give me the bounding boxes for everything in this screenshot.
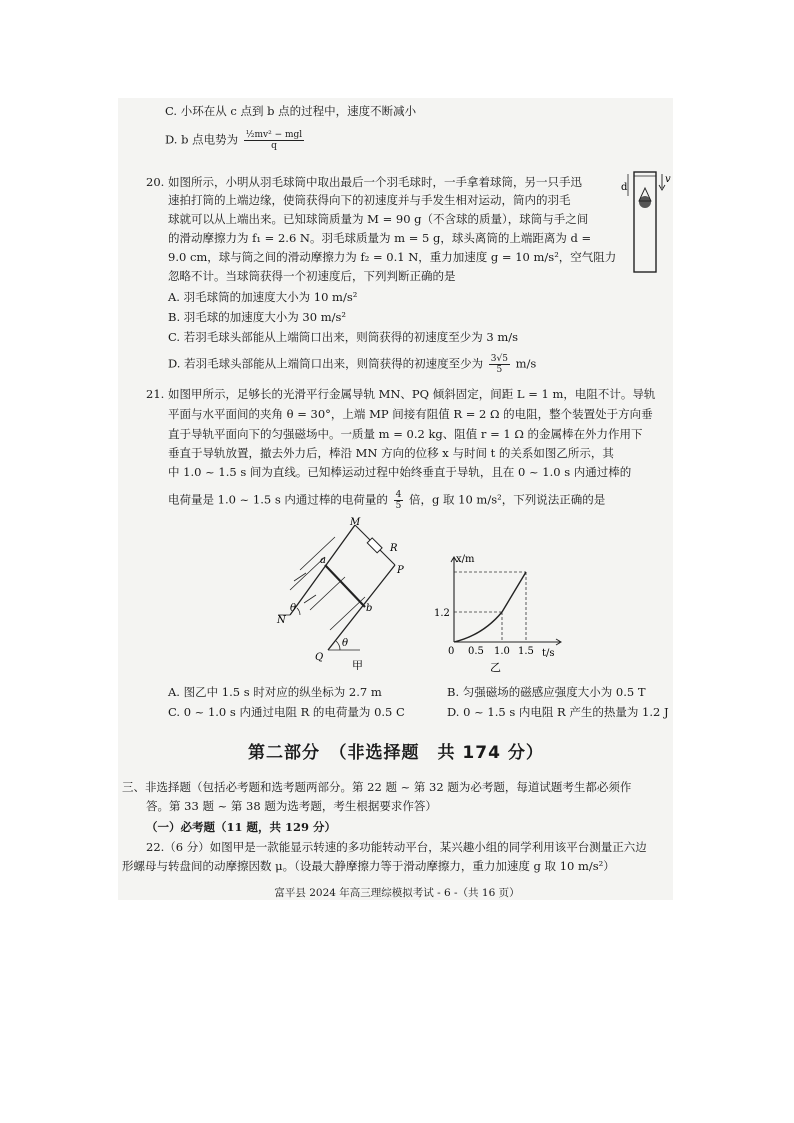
q21-stem-line-5: 中 1.0 ~ 1.5 s 间为直线。已知棒运动过程中始终垂直于导轨，且在 0 ~ 1.0 s 内通过棒的 bbox=[168, 465, 632, 479]
q21-stem-line-3: 直于导轨平面向下的匀强磁场中。一质量 m = 0.2 kg、阻值 r = 1 Ω 的金属棒在外力作用下 bbox=[168, 427, 643, 441]
q20-stem-line-1: 20. 如图所示，小明从羽毛球筒中取出最后一个羽毛球时，一手拿着球筒，另一只手迅 bbox=[146, 175, 582, 189]
q20-fraction-denominator: 5 bbox=[496, 365, 503, 375]
q22-line-2: 形螺母与转盘间的动摩擦因数 μ。（设最大静摩擦力等于滑动摩擦力，重力加速度 g 取 10 m/s²） bbox=[122, 859, 615, 873]
q19-option-d-prefix: D. b 点电势为 bbox=[165, 132, 239, 147]
metal-rod-ab bbox=[325, 565, 365, 607]
q21-fraction-numerator: 4 bbox=[395, 490, 402, 500]
tube-label-v: v bbox=[665, 174, 671, 185]
x-t-line bbox=[502, 572, 526, 612]
tube-figure bbox=[620, 168, 672, 276]
q22-line-1: 22.（6 分）如图甲是一款能显示转速的多功能转动平台，某兴趣小组的同学利用该平台测量正六边 bbox=[146, 840, 647, 854]
x-tick-1.0: 1.0 bbox=[494, 646, 510, 657]
field-line-3 bbox=[310, 577, 345, 610]
q19-option-d-fraction bbox=[244, 130, 304, 151]
x-tick-0: 0 bbox=[448, 646, 455, 657]
field-line-1 bbox=[300, 537, 335, 570]
q21-stem-line-2: 平面与水平面间的夹角 θ = 30°，上端 MP 间接有阻值 R = 2 Ω 的电阻，整个装置处于方向垂 bbox=[168, 407, 653, 421]
x-tick-0.5: 0.5 bbox=[468, 646, 484, 657]
q19-fraction-denominator: q bbox=[271, 141, 277, 151]
angle-arc-q bbox=[336, 641, 340, 650]
label-r: R bbox=[390, 543, 398, 554]
y-tick-1.2: 1.2 bbox=[434, 608, 450, 619]
q20-option-d-prefix: D. 若羽毛球头部能从上端筒口出来，则筒获得的初速度至少为 bbox=[168, 356, 484, 371]
q21-option-a: A. 图乙中 1.5 s 时对应的纵坐标为 2.7 m bbox=[168, 685, 382, 699]
required-questions-heading: （一）必考题（11 题，共 129 分） bbox=[146, 820, 337, 834]
caption-jia: 甲 bbox=[352, 659, 363, 670]
label-theta-n: θ bbox=[290, 603, 297, 614]
x-axis-label: t/s bbox=[542, 648, 555, 659]
q20-fraction-numerator: 3√5 bbox=[490, 354, 508, 364]
q21-stem-line-1: 21. 如图甲所示，足够长的光滑平行金属导轨 MN、PQ 倾斜固定，间距 L = 1 m，电阻不计。导轨 bbox=[146, 387, 656, 401]
q19-option-c: C. 小环在从 c 点到 b 点的过程中，速度不断减小 bbox=[165, 104, 417, 118]
part-two-heading: 第二部分 （非选择题 共 174 分） bbox=[248, 743, 544, 763]
q20-option-c: C. 若羽毛球头部能从上端筒口出来，则筒获得的初速度至少为 3 m/s bbox=[168, 330, 519, 344]
section-3-line-1: 三、非选择题（包括必考题和选考题两部分。第 22 题 ~ 第 32 题为必考题，每道试题考生都必须作 bbox=[122, 780, 632, 794]
label-q: Q bbox=[315, 652, 324, 663]
q20-stem-line-4: 的滑动摩擦力为 f₁ = 2.6 N。羽毛球质量为 m = 5 g，球头离筒的上端距离为 d = bbox=[168, 231, 592, 245]
q20-stem-line-6: 忽略不计。当球筒获得一个初速度后，下列判断正确的是 bbox=[168, 269, 456, 283]
label-p: P bbox=[397, 565, 404, 576]
q20-option-b: B. 羽毛球的加速度大小为 30 m/s² bbox=[168, 310, 346, 324]
tube-label-d: d bbox=[621, 182, 628, 193]
q20-stem-line-5: 9.0 cm，球与筒之间的滑动摩擦力为 f₂ = 0.1 N，重力加速度 g = 10 m/s²，空气阻力 bbox=[168, 250, 617, 264]
q21-option-b: B. 匀强磁场的磁感应强度大小为 0.5 T bbox=[447, 685, 646, 699]
label-n: N bbox=[277, 615, 286, 626]
q19-fraction-numerator: ½mv² − mgl bbox=[245, 130, 303, 140]
caption-yi: 乙 bbox=[490, 661, 501, 674]
label-m: M bbox=[350, 517, 361, 528]
y-axis-label: x/m bbox=[456, 554, 475, 565]
angle-arc-n bbox=[297, 608, 300, 615]
resistor-r bbox=[367, 538, 382, 553]
q20-stem-line-3: 球就可以从上端出来。已知球筒质量为 M = 90 g（不含球的质量），球筒与手之间 bbox=[168, 212, 589, 226]
label-a: a bbox=[320, 555, 326, 566]
label-b: b bbox=[366, 603, 373, 614]
q21-fraction-denominator: 5 bbox=[395, 501, 402, 511]
q21-line-6-suffix: 倍，g 取 10 m/s²，下列说法正确的是 bbox=[408, 492, 606, 507]
q21-stem-line-6 bbox=[168, 490, 605, 511]
q20-option-d bbox=[168, 354, 536, 375]
section-3-line-2: 答。第 33 题 ~ 第 38 题为选考题，考生根据要求作答） bbox=[146, 799, 437, 813]
q20-option-d-fraction bbox=[489, 354, 510, 375]
q21-option-d: D. 0 ~ 1.5 s 内电阻 R 产生的热量为 1.2 J bbox=[447, 705, 669, 719]
q21-option-c: C. 0 ~ 1.0 s 内通过电阻 R 的电荷量为 0.5 C bbox=[168, 705, 405, 719]
q21-line-6-prefix: 电荷量是 1.0 ~ 1.5 s 内通过棒的电荷量的 bbox=[168, 492, 388, 507]
q20-option-a: A. 羽毛球筒的加速度大小为 10 m/s² bbox=[168, 290, 358, 304]
rail-mn bbox=[290, 525, 355, 615]
x-tick-1.5: 1.5 bbox=[518, 646, 534, 657]
q20-stem-line-2: 速拍打筒的上端边缘，使筒获得向下的初速度并与手发生相对运动，筒内的羽毛 bbox=[168, 193, 571, 207]
label-theta-q: θ bbox=[342, 638, 349, 649]
q21-charge-ratio-fraction bbox=[394, 490, 404, 511]
field-arrow-2 bbox=[304, 595, 316, 603]
figure-yi-graph bbox=[428, 550, 568, 675]
figure-jia-rails bbox=[270, 515, 420, 670]
q21-stem-line-4: 垂直于导轨放置，撤去外力后，棒沿 MN 方向的位移 x 与时间 t 的关系如图乙所示，其 bbox=[168, 446, 614, 460]
q20-option-d-unit: m/s bbox=[515, 356, 537, 371]
x-t-curve bbox=[454, 612, 502, 642]
page-footer: 富平县 2024 年高三理综模拟考试 - 6 -（共 16 页） bbox=[274, 887, 520, 899]
q19-option-d bbox=[165, 130, 306, 151]
